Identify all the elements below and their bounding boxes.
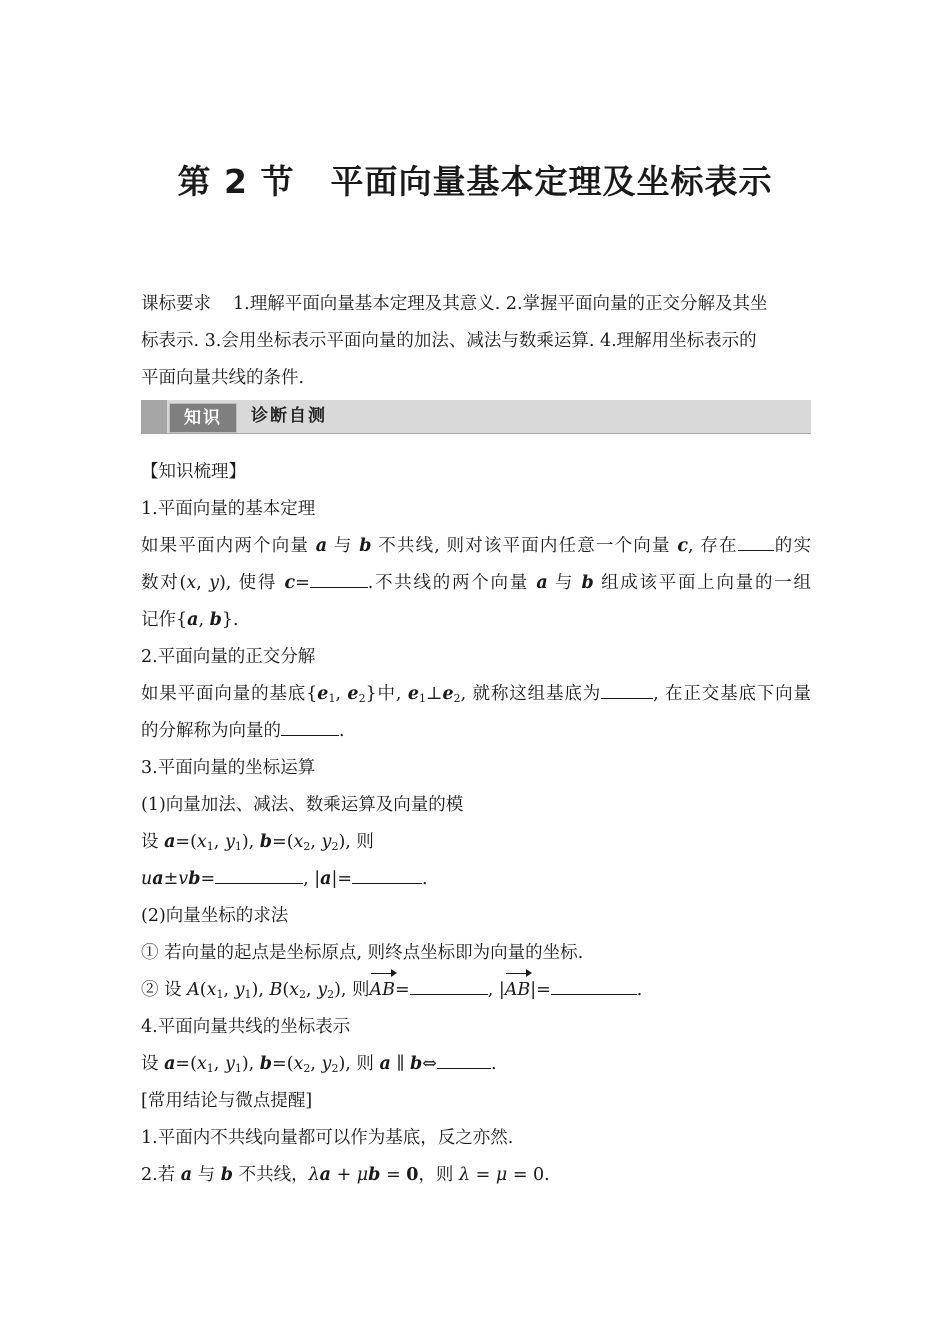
rule-origin-start: ① 若向量的起点是坐标原点, 则终点坐标即为向量的坐标. xyxy=(141,943,584,963)
paragraph-theorem-line-3: 记作{a, b}. xyxy=(141,610,239,630)
fill-blank xyxy=(437,1051,491,1069)
tips-heading: [常用结论与微点提醒] xyxy=(141,1091,313,1111)
requirements-label: 课标要求 xyxy=(141,294,211,314)
section-banner xyxy=(141,400,811,434)
formula-define-vectors: 设 $a=(x_1$, $y_1$), $b=(x_2$, $y_2$), 则 xyxy=(141,832,374,853)
section-name: 平面向量基本定理及坐标表示 xyxy=(330,162,773,201)
formula-collinear: 设 $a=(x_1$, $y_1$), $b=(x_2$, $y_2$), 则 a ∥ b⇔ . xyxy=(141,1046,811,1083)
tip-2: 2.若 a 与 b 不共线，λa + μb = 0，则 λ = μ = 0. xyxy=(141,1165,550,1185)
knowledge-content xyxy=(141,454,811,1194)
fill-blank xyxy=(281,718,339,736)
tip-1: 1.平面内不共线向量都可以作为基底，反之亦然. xyxy=(141,1128,514,1148)
subheading-coordinate-method: (2)向量坐标的求法 xyxy=(141,906,289,926)
paragraph-theorem-line-2: 数对(x, y), 使得 c= .不共线的两个向量 a 与 b 组成该平面上向量的一组 xyxy=(141,565,811,602)
vector-ab-modulus: AB xyxy=(505,972,531,1009)
banner-stripe xyxy=(141,400,167,433)
fill-blank xyxy=(410,977,488,995)
requirements-line-1: 1.理解平面向量基本定理及其意义. 2.掌握平面向量的正交分解及其坐 xyxy=(233,294,768,314)
knowledge-heading: 【知识梳理】 xyxy=(141,462,246,482)
vector-ab: AB xyxy=(370,972,396,1009)
fill-blank xyxy=(551,977,637,995)
heading-orthogonal-decomposition: 2.平面向量的正交分解 xyxy=(141,647,316,667)
curriculum-requirements xyxy=(141,286,811,397)
heading-collinear-coordinates: 4.平面向量共线的坐标表示 xyxy=(141,1017,351,1037)
banner-tab: 知识 xyxy=(169,403,237,433)
fill-blank xyxy=(601,681,653,699)
fill-blank xyxy=(215,866,303,884)
page-title xyxy=(0,156,950,203)
paragraph-orthogonal-line-1: 如果平面向量的基底{$e_1$, $e_2$}中, $e_1\perp e_2$, 就称这组基底为 , 在正交基底下向量 xyxy=(141,676,811,713)
banner-text: 诊断自测 xyxy=(251,406,327,426)
fill-blank xyxy=(738,533,774,551)
paragraph-orthogonal-line-2: 的分解称为向量的 . xyxy=(141,713,811,750)
fill-blank xyxy=(310,570,368,588)
subheading-operations: (1)向量加法、减法、数乘运算及向量的模 xyxy=(141,795,464,815)
heading-basic-theorem: 1.平面向量的基本定理 xyxy=(141,499,316,519)
requirements-line-3: 平面向量共线的条件. xyxy=(141,368,305,388)
fill-blank xyxy=(352,866,422,884)
formula-linear-combination: ua±vb= , |a|= . xyxy=(141,861,811,898)
section-number: 第 2 节 xyxy=(177,162,295,201)
requirements-line-2: 标表示. 3.会用坐标表示平面向量的加法、减法与数乘运算. 4.理解用坐标表示的 xyxy=(141,331,757,351)
rule-two-points: ② 设 $A(x_1$, $y_1$), $B(x_2$, $y_2$), 则AB= , |AB|= . xyxy=(141,972,811,1009)
heading-coordinate-operations: 3.平面向量的坐标运算 xyxy=(141,758,316,778)
paragraph-theorem-line-1: 如果平面内两个向量 a 与 b 不共线, 则对该平面内任意一个向量 c, 存在 的实 xyxy=(141,528,811,565)
